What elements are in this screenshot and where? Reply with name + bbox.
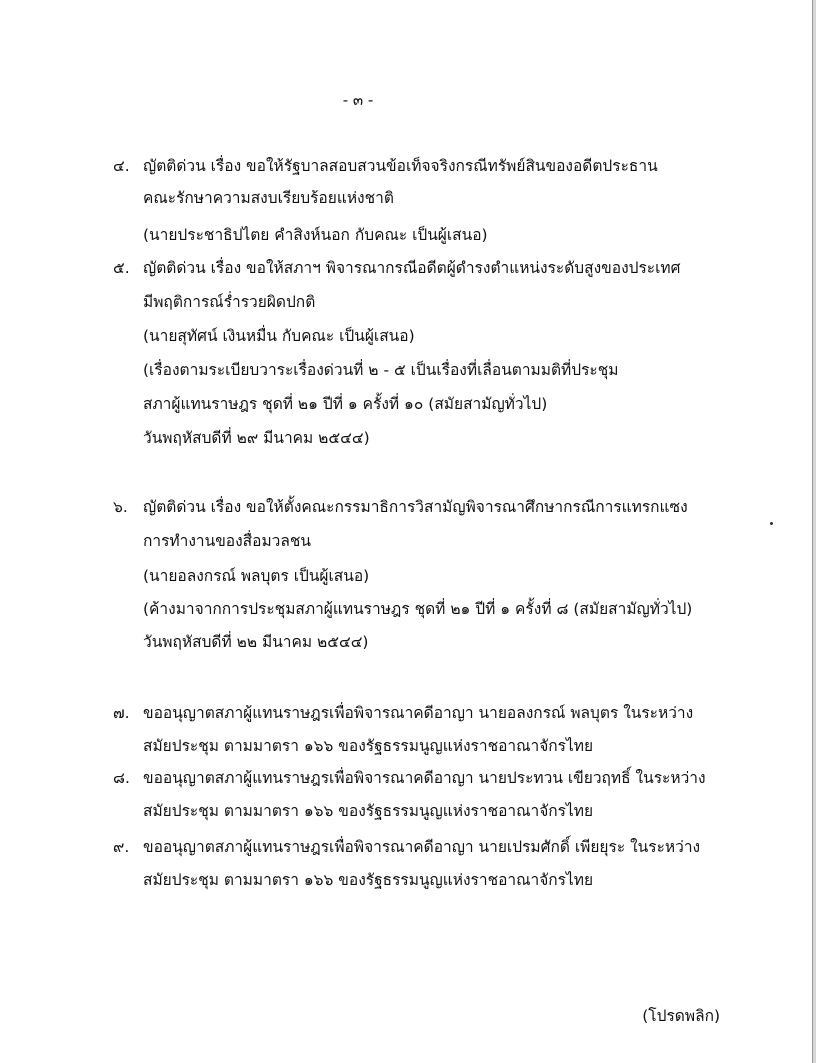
item-4-line-2: คณะรักษาความสงบเรียบร้อยแห่งชาติ <box>143 189 394 207</box>
item-6-line-4: (ค้างมาจากการประชุมสภาผู้แทนราษฎร ชุดที่ ๒๑ ปีที่ ๑ ครั้งที่ ๘ (สมัยสามัญทั่วไป) <box>143 600 693 618</box>
item-5-line-2: มีพฤติการณ์ร่ำรวยผิดปกติ <box>143 293 316 311</box>
item-number-8: ๘. <box>113 769 130 787</box>
page-number: - ๓ - <box>342 91 374 109</box>
item-8-line-1: ขออนุญาตสภาผู้แทนราษฎรเพื่อพิจารณาคดีอาญา นายประทวน เขียวฤทธิ์ ในระหว่าง <box>143 769 706 787</box>
item-number-4: ๔. <box>113 157 130 175</box>
item-6-line-1: ญัตติด่วน เรื่อง ขอให้ตั้งคณะกรรมาธิการวิสามัญพิจารณาศึกษากรณีการแทรกแซง <box>143 498 688 516</box>
item-5-line-3: (นายสุทัศน์ เงินหมื่น กับคณะ เป็นผู้เสนอ) <box>143 327 415 345</box>
scan-speck <box>770 522 773 525</box>
item-6-line-3: (นายอลงกรณ์ พลบุตร เป็นผู้เสนอ) <box>143 567 370 585</box>
item-7-line-2: สมัยประชุม ตามมาตรา ๑๖๖ ของรัฐธรรมนูญแห่งราชอาณาจักรไทย <box>143 737 594 755</box>
item-6-line-5: วันพฤหัสบดีที่ ๒๒ มีนาคม ๒๕๔๔) <box>143 633 369 651</box>
item-4-line-3: (นายประชาธิปไตย คำสิงห์นอก กับคณะ เป็นผู้เสนอ) <box>143 226 488 244</box>
item-7-line-1: ขออนุญาตสภาผู้แทนราษฎรเพื่อพิจารณาคดีอาญา นายอลงกรณ์ พลบุตร ในระหว่าง <box>143 704 694 722</box>
item-number-9: ๙. <box>113 838 130 856</box>
item-9-line-1: ขออนุญาตสภาผู้แทนราษฎรเพื่อพิจารณาคดีอาญา นายเปรมศักดิ์ เพียยุระ ในระหว่าง <box>143 838 701 856</box>
item-5-line-5: สภาผู้แทนราษฎร ชุดที่ ๒๑ ปีที่ ๑ ครั้งที่ ๑๐ (สมัยสามัญทั่วไป) <box>143 395 548 413</box>
item-5-line-4: (เรื่องตามระเบียบวาระเรื่องด่วนที่ ๒ - ๕ เป็นเรื่องที่เลื่อนตามมติที่ประชุม <box>143 361 619 379</box>
item-8-line-2: สมัยประชุม ตามมาตรา ๑๖๖ ของรัฐธรรมนูญแห่งราชอาณาจักรไทย <box>143 802 594 820</box>
item-6-line-2: การทำงานของสื่อมวลชน <box>143 532 311 550</box>
item-number-5: ๕. <box>113 259 130 277</box>
item-4-line-1: ญัตติด่วน เรื่อง ขอให้รัฐบาลสอบสวนข้อเท็จจริงกรณีทรัพย์สินของอดีตประธาน <box>143 157 658 175</box>
item-number-7: ๗. <box>113 704 130 722</box>
item-5-line-1: ญัตติด่วน เรื่อง ขอให้สภาฯ พิจารณากรณีอดีตผู้ดำรงตำแหน่งระดับสูงของประเทศ <box>143 259 681 277</box>
item-number-6: ๖. <box>113 498 128 516</box>
turn-over-note: (โปรดพลิก) <box>642 1007 720 1025</box>
item-9-line-2: สมัยประชุม ตามมาตรา ๑๖๖ ของรัฐธรรมนูญแห่งราชอาณาจักรไทย <box>143 871 594 889</box>
item-5-line-6: วันพฤหัสบดีที่ ๒๙ มีนาคม ๒๕๔๔) <box>143 429 370 447</box>
